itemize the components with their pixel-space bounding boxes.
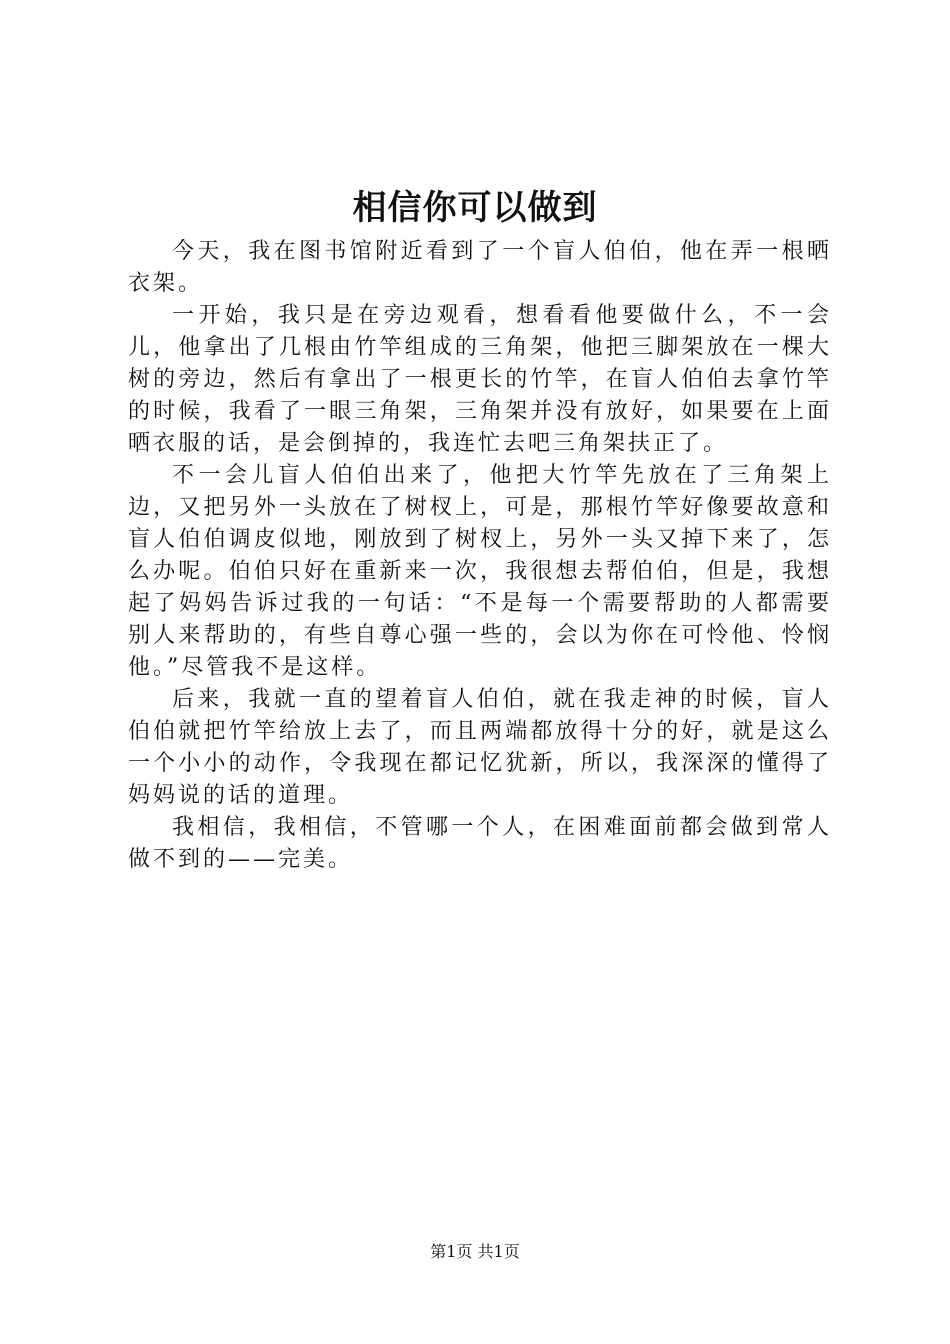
paragraph-1: 今天，我在图书馆附近看到了一个盲人伯伯，他在弄一根晒衣架。 bbox=[128, 239, 832, 296]
paragraph-3: 不一会儿盲人伯伯出来了，他把大竹竿先放在了三角架上边，又把另外一头放在了树杈上，可是，那根竹竿好像要故意和盲人伯伯调皮似地，刚放到了树杈上，另外一头又掉下来了，怎么办呢。伯伯只好在重新来一次，我很想去帮伯伯，但是，我想起了妈妈告诉过我的一句话：“不是每一个需要帮助的人都需要别人来帮助的，有些自尊心强一些的，会以为你在可怜他、怜悯他。”尽管我不是这样。 bbox=[128, 463, 832, 680]
document-title: 相信你可以做到 bbox=[352, 188, 598, 228]
paragraph-4: 后来，我就一直的望着盲人伯伯，就在我走神的时候，盲人伯伯就把竹竿给放上去了，而且两端都放得十分的好，就是这么一个小小的动作，令我现在都记忆犹新，所以，我深深的懂得了妈妈说的话的道理。 bbox=[128, 687, 832, 808]
paragraph-5: 我相信，我相信，不管哪一个人，在困难面前都会做到常人做不到的——完美。 bbox=[128, 815, 832, 872]
page-footer: 第1页 共1页 bbox=[430, 1242, 520, 1261]
document-body bbox=[128, 236, 832, 876]
paragraph-2: 一开始，我只是在旁边观看，想看看他要做什么，不一会儿，他拿出了几根由竹竿组成的三角架，他把三脚架放在一棵大树的旁边，然后有拿出了一根更长的竹竿，在盲人伯伯去拿竹竿的时候，我看了一眼三角架，三角架并没有放好，如果要在上面晒衣服的话，是会倒掉的，我连忙去吧三角架扶正了。 bbox=[128, 303, 832, 456]
